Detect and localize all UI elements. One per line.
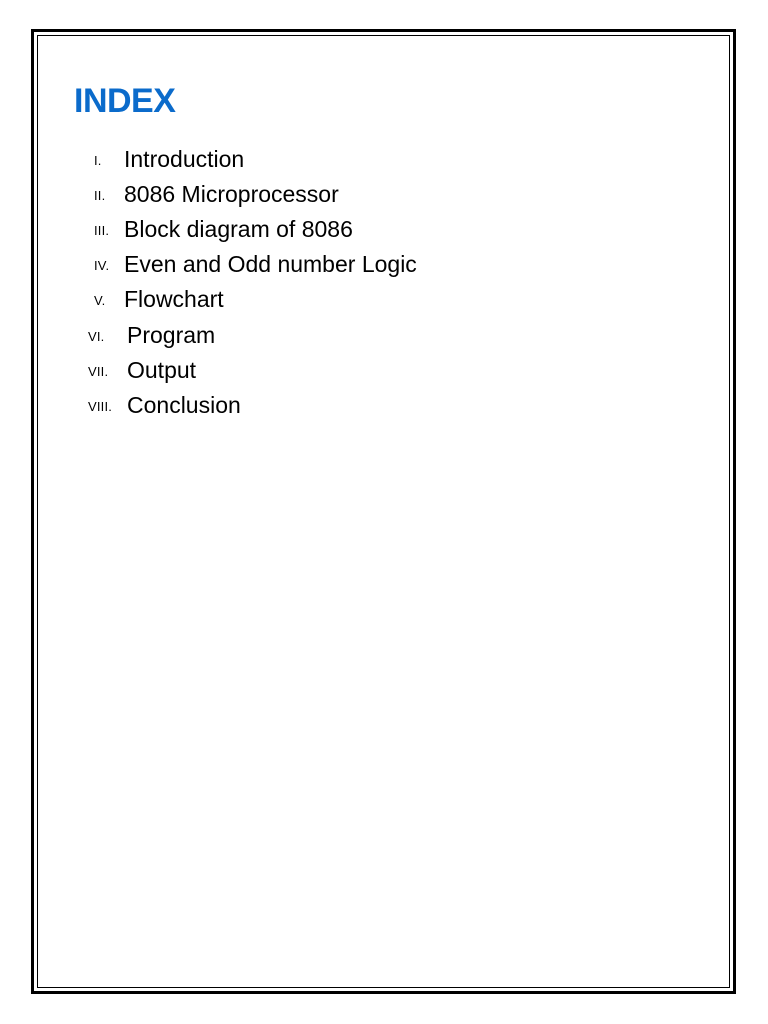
index-item-numeral: IV.: [94, 258, 110, 273]
index-item-label: Program: [127, 322, 216, 348]
index-item-label: Output: [127, 357, 197, 383]
index-item-label: 8086 Microprocessor: [124, 181, 339, 207]
index-item-label: Conclusion: [127, 392, 241, 418]
index-item-numeral: II.: [94, 188, 106, 203]
index-item-numeral: VI.: [88, 329, 105, 344]
page-border-inner: [37, 35, 730, 988]
index-title: INDEX: [74, 82, 176, 120]
index-item-label: Block diagram of 8086: [124, 216, 353, 242]
index-item-numeral: III.: [94, 223, 110, 238]
index-item-label: Introduction: [124, 146, 245, 172]
index-item-numeral: VII.: [88, 364, 109, 379]
index-item-numeral: I.: [94, 153, 102, 168]
index-item-numeral: V.: [94, 293, 106, 308]
index-item-numeral: VIII.: [88, 399, 113, 414]
index-item-label: Even and Odd number Logic: [124, 251, 417, 277]
index-item-label: Flowchart: [124, 286, 224, 312]
